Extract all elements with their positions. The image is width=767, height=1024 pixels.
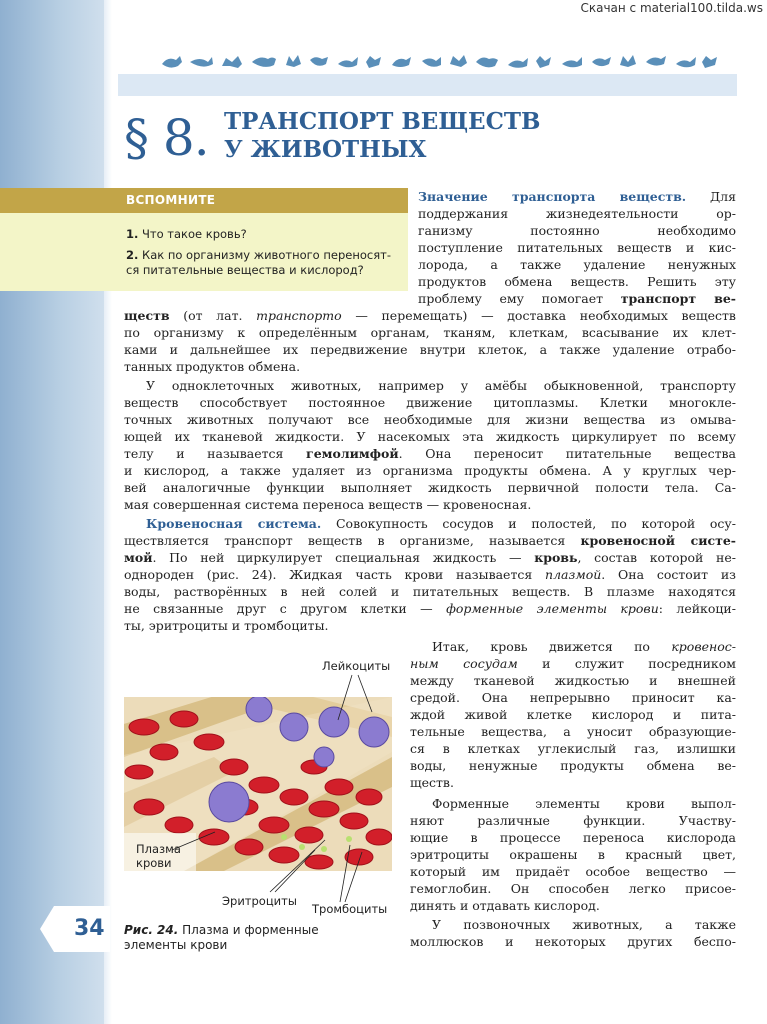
right-paragraph-2-line-7: динять и отдавать кислород. [410, 898, 600, 913]
term-transport-end: ществ [124, 308, 170, 323]
figure-caption-line-1 [124, 923, 319, 938]
text-span: не связанные друг с другом клетки — [124, 601, 433, 616]
right-paragraph-2-line-6: гемоглобин. Он способен легко присое- [410, 881, 736, 896]
term-circulatory-system: кровеносной систе- [580, 533, 736, 548]
paragraph-2-line-8: мая совершенная система переноса веществ — кровеносная. [124, 497, 532, 512]
recall-question-2 [126, 248, 396, 278]
paragraph-1-line-4: поступление питательных веществ и кис- [418, 240, 736, 255]
paragraph-1-line-3: ганизму постоянно необходимо [418, 223, 736, 238]
term-blood-vessels: кровенос- [671, 639, 736, 654]
recall-question-1 [126, 227, 247, 242]
paragraph-1-line-8 [124, 308, 736, 325]
term-blood: кровь [534, 550, 578, 565]
text-span: ществляется транспорт веществ в организме, называется [124, 533, 566, 548]
paragraph-3-line-3 [124, 550, 736, 567]
right-paragraph-1-line-5: ждой живой клетке кислород и пита- [410, 707, 736, 722]
paragraph-1-line-2: поддержания жизнедеятельности ор- [418, 206, 736, 221]
paragraph-3-line-6 [124, 601, 736, 618]
paragraph-1-line-1 [418, 189, 736, 206]
paragraph-2-line-3: точных животных получают все необходимые для жизни вещества из омыва- [124, 412, 736, 427]
term-circulatory-system-end: мой [124, 550, 153, 565]
recall-heading: ВСПОМНИТЕ [126, 193, 216, 207]
term-transport: транспорт ве- [620, 291, 736, 306]
subheading-transport-meaning: Значение транспорта веществ. [418, 189, 687, 204]
right-paragraph-2-line-5: который им придаёт особое вещество — [410, 864, 736, 879]
left-margin-edge [104, 0, 112, 1024]
right-paragraph-2-line-2: няют различные функции. Участву- [410, 813, 736, 828]
figure-caption [124, 923, 319, 953]
text-span: однороден (рис. 24). Жидкая часть крови называется [124, 567, 533, 582]
paragraph-3-line-1 [146, 516, 736, 533]
paragraph-2-line-1: У одноклеточных животных, например у амёбы обыкновенной, транспорту [146, 378, 736, 393]
right-paragraph-3-line-1: У позвоночных животных, а также [432, 917, 736, 932]
text-span: (от лат. [183, 308, 243, 323]
term-plasma: плазмой [545, 567, 602, 582]
paragraph-2-line-6: и кислород, а также удаляет из организма продукты обмена. А у круглых чер- [124, 463, 736, 478]
paragraph-3-line-5: воды, растворённых в ней солей и питательных веществ. В плазме находятся [124, 584, 736, 599]
right-paragraph-2-line-1: Форменные элементы крови выпол- [432, 796, 736, 811]
text-span: проблему ему помогает [418, 291, 604, 306]
watermark: Скачан с material100.tilda.ws [580, 1, 763, 15]
right-paragraph-2-line-3: ющие в процессе переноса кислорода [410, 830, 736, 845]
paragraph-1-line-5: лорода, а также удаление ненужных [418, 257, 736, 272]
term-blood-vessels-end: ным сосудам [410, 656, 518, 671]
text-span: : лейкоци- [658, 601, 736, 616]
right-paragraph-1-line-4: средой. Она непрерывно приносит ка- [410, 690, 736, 705]
recall-question-2-number: 2. [126, 248, 139, 262]
text-span: Совокупность сосудов и полостей, по которой осу- [335, 516, 736, 531]
text-span: , состав которой не- [577, 550, 736, 565]
right-paragraph-2-line-4: эритроциты окрашены в красный цвет, [410, 847, 736, 862]
page-title-line-2: У ЖИВОТНЫХ [224, 136, 427, 163]
label-platelets: Тромбоциты [312, 902, 388, 916]
right-paragraph-1-line-7: ся в клетках углекислый газ, излишки [410, 741, 736, 756]
text-span: . Она переносит питательные вещества [398, 446, 736, 461]
left-margin-strip [0, 0, 110, 1024]
label-plasma-line-1: Плазма [136, 842, 181, 856]
label-erythrocytes: Эритроциты [222, 894, 297, 908]
right-paragraph-1-line-3: между тканевой жидкостью и внешней [410, 673, 736, 688]
text-span: и служит посредником [542, 656, 736, 671]
text-span: — перемещать) — доставка необходимых веществ [355, 308, 736, 323]
right-paragraph-1-line-8: воды, ненужные продукты обмена ве- [410, 758, 736, 773]
paragraph-2-line-7: вей аналогичные функции выполняет жидкость первичной полости тела. Са- [124, 480, 736, 495]
paragraph-2-line-2: веществ способствует постоянное движение цитоплазмы. Клетки многокле- [124, 395, 736, 410]
paragraph-3-line-4 [124, 567, 736, 584]
recall-question-1-number: 1. [126, 227, 139, 241]
right-paragraph-1-line-9: ществ. [410, 775, 454, 790]
figure-caption-label: Рис. 24. [124, 923, 179, 937]
recall-question-2-text: Как по организму животного переносят-ся питательные вещества и кислород? [126, 248, 391, 277]
latin-term: транспорто [256, 308, 342, 323]
figure-caption-text-1: Плазма и форменные [182, 923, 319, 937]
paragraph-1-line-7 [418, 291, 736, 308]
page-number: 34 [74, 916, 105, 941]
text-span: . Она состоит из [601, 567, 736, 582]
subheading-circulatory-system: Кровеносная система. [146, 516, 322, 531]
text-span: телу и называется [124, 446, 284, 461]
figure-caption-text-2: элементы крови [124, 938, 228, 952]
text-span: . По ней циркулирует специальная жидкость — [152, 550, 522, 565]
label-plasma-line-2: крови [136, 856, 172, 870]
term-hemolymph: гемолимфой [306, 446, 399, 461]
paragraph-2-line-5 [124, 446, 736, 463]
term-formed-elements: форменные элементы крови [446, 601, 659, 616]
paragraph-1-line-6: продуктов обмена веществ. Решить эту [418, 274, 736, 289]
paragraph-1-line-10: ками и дальнейшее их передвижение внутри клеток, а также удаление отрабо- [124, 342, 736, 357]
recall-question-1-text: Что такое кровь? [142, 227, 247, 241]
text-span: Для [710, 189, 736, 204]
right-paragraph-1-line-6: тельные вещества, а уносит образующие- [410, 724, 736, 739]
right-paragraph-1-line-1 [432, 639, 736, 656]
paragraph-3-line-7: ты, эритроциты и тромбоциты. [124, 618, 329, 633]
right-paragraph-1-line-2 [410, 656, 736, 673]
label-leukocytes: Лейкоциты [322, 659, 391, 673]
paragraph-1-line-9: по организму к определённым органам, тканям, клеткам, всасывание их клет- [124, 325, 736, 340]
animal-silhouettes-decoration [160, 50, 720, 72]
title-band [118, 74, 737, 96]
right-paragraph-3-line-2: моллюсков и некоторых других беспо- [410, 934, 736, 949]
paragraph-3-line-2 [124, 533, 736, 550]
text-span: Итак, кровь движется по [432, 639, 650, 654]
paragraph-1-line-11: танных продуктов обмена. [124, 359, 301, 374]
section-number: § 8. [124, 109, 209, 167]
paragraph-2-line-4: ющей их тканевой жидкости. У насекомых эта жидкость циркулирует по всему [124, 429, 736, 444]
page-title-line-1: ТРАНСПОРТ ВЕЩЕСТВ [224, 108, 541, 135]
